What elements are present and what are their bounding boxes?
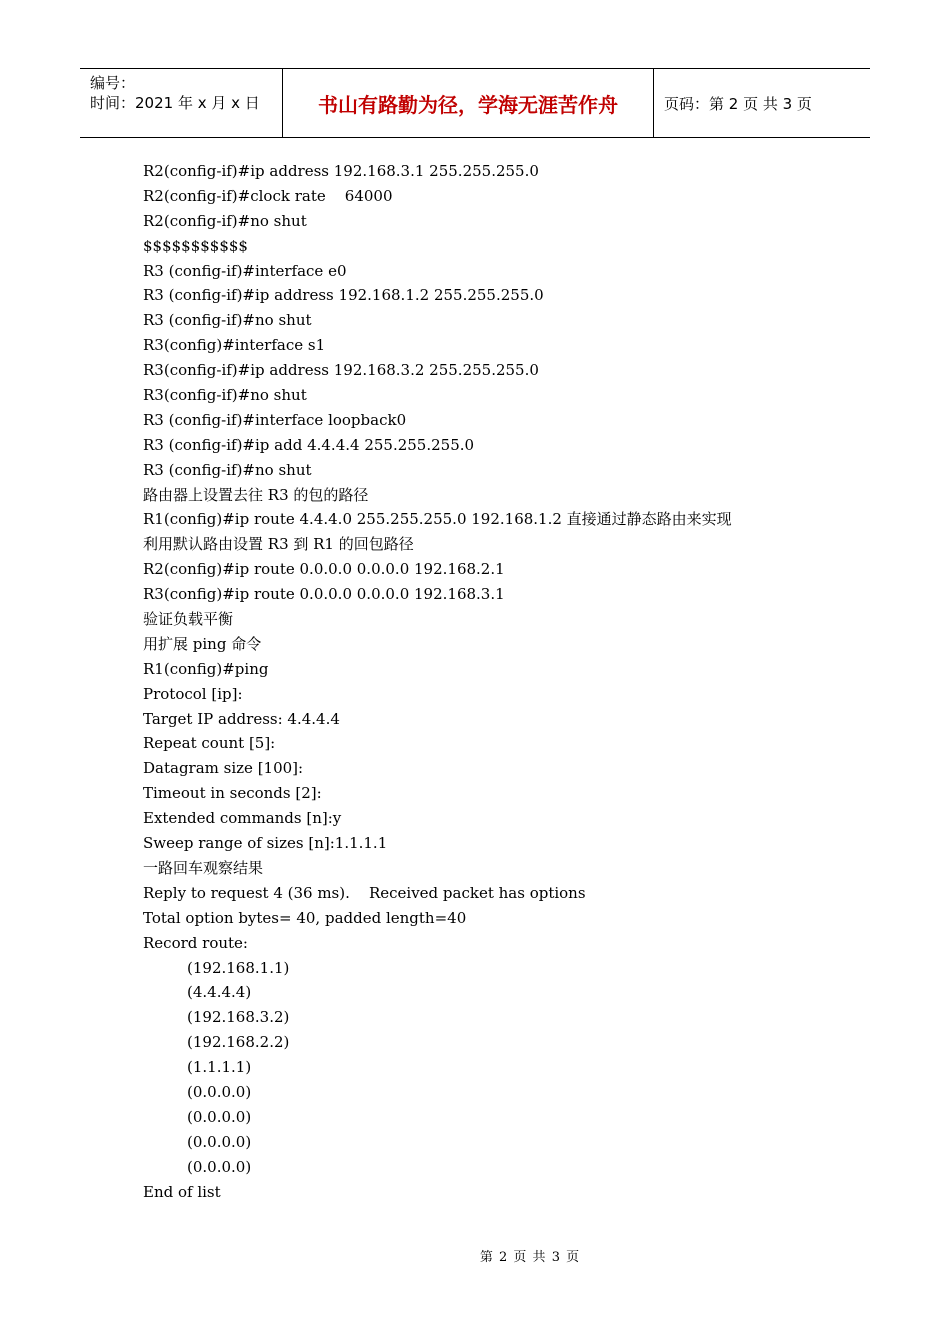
route-entry: (192.168.1.1) xyxy=(187,958,290,977)
code-label: 编号： xyxy=(90,74,136,92)
text-line: R2(config-if)#no shut xyxy=(143,211,307,230)
text-line: R2(config)#ip route 0.0.0.0 0.0.0.0 192.168.2.1 xyxy=(143,560,505,579)
document-body xyxy=(143,159,863,1204)
text-line: R2(config-if)#ip address 192.168.3.1 255.255.255.0 xyxy=(143,162,539,180)
route-entry: (1.1.1.1) xyxy=(187,1058,252,1077)
text-line: Total option bytes= 40, padded length=40 xyxy=(143,908,467,927)
text-line: R3(config-if)#ip address 192.168.3.2 255.255.255.0 xyxy=(143,361,539,380)
text-line: R2(config-if)#clock rate 64000 xyxy=(143,186,393,205)
text-line: R3 (config-if)#ip address 192.168.1.2 255.255.255.0 xyxy=(143,286,544,305)
text-line: Target IP address: 4.4.4.4 xyxy=(143,709,340,728)
text-line: Datagram size [100]: xyxy=(143,759,304,778)
text-line: R3(config-if)#no shut xyxy=(143,386,307,405)
text-line: Repeat count [5]: xyxy=(143,734,276,753)
text-line: Record route: xyxy=(143,933,248,952)
text-line: R3 (config-if)#no shut xyxy=(143,460,312,479)
text-line: Reply to request 4 (36 ms). Received packet has options xyxy=(143,883,586,902)
text-line: 一路回车观察结果 xyxy=(143,858,264,877)
route-entry: (0.0.0.0) xyxy=(187,1107,252,1126)
route-entry: (4.4.4.4) xyxy=(187,983,252,1002)
text-line: R1(config)#ping xyxy=(143,659,269,678)
text-line: R3 (config-if)#no shut xyxy=(143,311,312,330)
header-motto: 书山有路勤为径，学海无涯苦作舟 xyxy=(282,69,654,137)
text-line: 路由器上设置去往 R3 的包的路径 xyxy=(143,485,369,504)
text-line: 利用默认路由设置 R3 到 R1 的回包路径 xyxy=(143,535,414,554)
text-line: Sweep range of sizes [n]:1.1.1.1 xyxy=(143,834,388,853)
text-line: R1(config)#ip route 4.4.4.0 255.255.255.0 192.168.1.2 直接通过静态路由来实现 xyxy=(143,510,732,529)
text-line: End of list xyxy=(143,1182,221,1201)
text-line: R3(config)#interface s1 xyxy=(143,336,326,355)
date-label: 时间：2021 年 x 月 x 日 xyxy=(90,94,260,112)
text-line: R3(config)#ip route 0.0.0.0 0.0.0.0 192.168.3.1 xyxy=(143,585,505,604)
page-header xyxy=(80,68,870,138)
text-line: $$$$$$$$$$$ xyxy=(143,236,248,255)
text-line: Extended commands [n]:y xyxy=(143,809,342,828)
text-line: 用扩展 ping 命令 xyxy=(143,634,262,653)
text-line: 验证负载平衡 xyxy=(143,610,234,629)
header-page-info: 页码：第 2 页 共 3 页 xyxy=(664,94,812,113)
text-line: R3 (config-if)#interface loopback0 xyxy=(143,410,407,429)
text-line: R3 (config-if)#ip add 4.4.4.4 255.255.255.0 xyxy=(143,435,475,454)
text-line: Timeout in seconds [2]: xyxy=(143,784,322,803)
route-entry: (0.0.0.0) xyxy=(187,1082,252,1101)
route-entry: (0.0.0.0) xyxy=(187,1157,252,1176)
route-entry: (0.0.0.0) xyxy=(187,1132,252,1151)
text-line: R3 (config-if)#interface e0 xyxy=(143,261,347,280)
route-entry: (192.168.2.2) xyxy=(187,1033,290,1052)
route-entry: (192.168.3.2) xyxy=(187,1008,290,1027)
text-line: Protocol [ip]: xyxy=(143,684,243,703)
footer-page-number: 第 2 页 共 3 页 xyxy=(479,1250,581,1265)
page-footer xyxy=(0,1246,950,1265)
header-meta xyxy=(80,69,282,137)
